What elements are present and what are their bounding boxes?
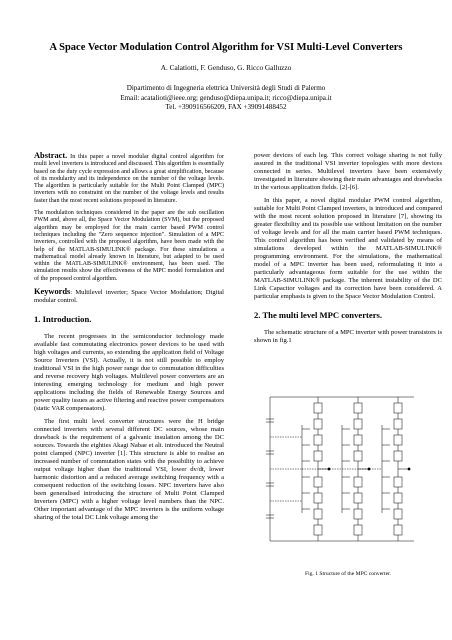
keywords-heading: Keywords: [34, 287, 71, 297]
abstract-paragraph: [34, 152, 224, 205]
abstract-lead: In this paper a novel modular digital control algorithm for multi level inverters is introduced and discussed. This algorithm is essentially based on the duty cycle expression and allows a great simplification, because of its modularity and its independence on the number of the voltage levels. The algorithm is particularly suitable for the Multi Point Clamped (MPC) inverters with no constraint on the number of the voltage levels and results faster than the most recent solutions proposed in literature.: [34, 154, 224, 204]
section-1-heading: 1. Introduction.: [34, 314, 92, 325]
mpc-converter-schematic: [262, 389, 422, 549]
intro-paragraph-1: The recent progresses in the semiconductor technology made available fast commutating electronics power devices to be used with high voltages and currents, so extending the application field of Voltage Source Inverters (VSI). Actually, it is not still possible to employ traditional VSI in the high power range due to commutation difficulties and reverse recovery high voltages. Multilevel power converters are an interesting emerging technology for medium and high power applications including the fields of Renewable Energy Sources and power quality issues as active filtering and reactive power compensators (static VAR compensators).: [34, 333, 224, 413]
affiliation-phone: Tel. +390916566209, FAX +39091488452: [165, 103, 287, 112]
left-column: [34, 152, 224, 527]
affiliation-block: [10, 84, 442, 113]
keywords-text: : Multilevel inverter; Space Vector Modulation; Digital modular control.: [34, 289, 224, 305]
right-paragraph-3: The schematic structure of a MPC inverter with power transistors is shown in fig.1: [254, 329, 442, 344]
paper-title: A Space Vector Modulation Control Algorithm for VSI Multi-Level Converters: [49, 42, 403, 53]
right-paragraph-2: In this paper, a novel digital modular PWM control algorithm, suitable for Multi Point Clamped inverters, is introduced and compared with the most recent solution proposed in literature [7], showing its greater flexibility and its possible use without limitation on the number of voltage levels and for all the main carrier based PWM techniques. This control algorithm has been verified and validated by means of simulations developed within the MATLAB-SIMULINK® programming environment. For the simulations, the mathematical model of a MPC inverter has been used, reformulating it into a particularly advantageous form suitable for the use within the MATLAB-SIMULINK® package. The inherent instability of the DC Link Capacitor voltages and its correction have been considered. A particular emphasis is given to the Space Vector Modulation Control.: [254, 197, 442, 300]
keywords-paragraph: [34, 288, 224, 305]
abstract-heading: Abstract.: [34, 151, 68, 160]
right-column: [254, 152, 442, 350]
affiliation-email: Email: acatalioti@ieee.org; genduso@diepa.unipa.it; ricco@diepa.unipa.it: [120, 93, 332, 102]
section-2-heading: 2. The multi level MPC converters.: [254, 310, 382, 320]
intro-paragraph-2: The first multi level converter structures were the H bridge connected inverters with several different DC sources, whose main drawback is the requirement of a galvanic insulation among the DC sources. Towards the eighties Akagi Nabae et alt. introduced the Neutral point clamped (NPC) inverter [1]. This structure is able to realise an increased number of commutation states with the possibility to achieve output voltage higher than the traditional VSI, lower dv/dt, lower harmonic distortion and a reduced average switching frequency with a consequent reduction of the switching losses. NPC inverters have also been generalised introducing the structure of Multi Point Clamped Inverters (MPC) with a higher voltage level numbers than the NPC. Other important advantage of the MPC inverters is the uniform voltage sharing of the total DC Link voltage among the: [34, 418, 224, 522]
figure-1-caption: Fig. 1 Structure of the MPC converter.: [304, 571, 392, 577]
affiliation-department: Dipartimento di Ingegneria elettrica Università degli Studi di Palermo: [126, 84, 326, 92]
abstract-body: The modulation techniques considered in the paper are the sub oscillation PWM and, above all, the Space Vector Modulation (SVM), but the proposed algorithm may be employed for the main carrier based PWM control techniques including the "Zero sequence injection". Simulation of a MPC inverters, controlled with the proposed algorithm, have been made with the help of the MATLAB-SIMULINK® package. For these simulations a mathematical model already known in literature, but adapted to be used within the MATLAB-SIMULINK® environment, has been used. The simulation results show the effectiveness of the MPC model formulation and of the proposed control algorithm.: [34, 210, 224, 282]
right-paragraph-1: power devices of each leg. This correct voltage sharing is not fully assured in the traditional VSI inverter topologies with more devices connected in series. Multilevel inverters have been extensively investigated in literature showing their main advantages and drawbacks in the various application fields. [2]-[6].: [254, 152, 442, 191]
paper-authors: A. Calatiotti, F. Genduso, G. Ricco Galluzzo: [160, 63, 292, 72]
